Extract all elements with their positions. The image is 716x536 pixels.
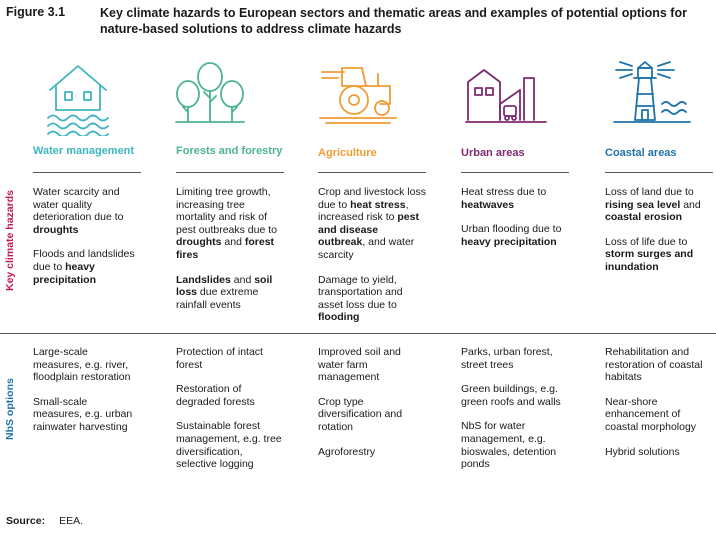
text-run: Water scarcity and water quality deterioration due to (33, 186, 124, 224)
text-run: and (221, 236, 245, 249)
hazards-item (318, 274, 428, 324)
hazards-cell-urban (461, 186, 567, 260)
text-run: and (680, 198, 701, 211)
text-run: Restoration of degraded forests (176, 383, 255, 408)
source-line (6, 515, 83, 527)
hazards-cell-coastal (605, 186, 711, 286)
nbs-cell-forests (176, 346, 282, 483)
column-title-agriculture (318, 147, 438, 160)
text-run: Protection of intact forest (176, 346, 263, 371)
nbs-item (33, 346, 139, 384)
figure-title: Key climate hazards to European sectors and thematic areas and examples of potential options for nature-based solutions to address climate hazards (100, 6, 687, 36)
hazards-item (461, 223, 567, 248)
column-title-agriculture-text: Agriculture (318, 147, 377, 159)
column-title-water (33, 145, 143, 158)
hazards-cell-forests (176, 186, 282, 323)
bold-text: coastal erosion (605, 211, 683, 224)
bold-text: heavy precipitation (33, 260, 97, 286)
hazards-cell-agriculture (318, 186, 428, 336)
column-title-urban (461, 147, 581, 160)
nbs-item (176, 346, 282, 371)
bold-text: Landslides (176, 273, 231, 286)
hazards-item (318, 186, 428, 262)
nbs-item (318, 446, 424, 459)
hazards-item (461, 186, 567, 211)
bold-text: heat stress (350, 198, 406, 211)
text-run: Sustainable forest management, e.g. tree diversification, selective logging (176, 420, 282, 471)
nbs-item (33, 396, 139, 434)
bold-text: forest fires (176, 236, 275, 261)
column-rule-agriculture (318, 172, 426, 173)
text-run: Floods and landslides due to (33, 248, 135, 273)
bold-text: rising sea level (605, 198, 681, 211)
text-run: Heat stress due to (461, 186, 547, 198)
trees-icon (172, 60, 248, 124)
bold-text: droughts (33, 223, 79, 236)
column-rule-water (33, 172, 141, 173)
nbs-item (461, 346, 567, 371)
nbs-item (318, 346, 424, 384)
column-rule-forests (176, 172, 284, 173)
text-run: Parks, urban forest, street trees (461, 346, 553, 371)
text-run: Agroforestry (318, 445, 376, 458)
lighthouse-icon (610, 60, 694, 126)
text-run: Improved soil and water farm management (318, 346, 401, 384)
hazards-item (33, 248, 139, 286)
text-run: , and water scarcity (318, 236, 415, 261)
text-run: Small-scale measures, e.g. urban rainwater harvesting (33, 395, 133, 433)
row-divider (0, 333, 716, 334)
text-run: due extreme rainfall events (176, 286, 259, 311)
column-title-coastal (605, 147, 715, 160)
tractor-icon (318, 60, 398, 124)
row-label-hazards: Key climate hazards (4, 190, 16, 291)
text-run: Loss of land due to (605, 186, 694, 198)
nbs-cell-coastal (605, 346, 711, 470)
nbs-cell-urban (461, 346, 567, 483)
bold-text: droughts (176, 236, 222, 249)
nbs-item (461, 383, 567, 408)
text-run: and (230, 273, 255, 286)
text-run: Damage to yield, transportation and asset loss due to (318, 273, 403, 311)
hazards-item (176, 186, 282, 262)
text-run: Near-shore enhancement of coastal morphology (605, 395, 697, 433)
column-title-forests (176, 145, 286, 158)
hazards-item (605, 236, 711, 274)
text-run: Green buildings, e.g. green roofs and walls (461, 383, 561, 408)
hazards-item (605, 186, 711, 224)
text-run: Loss of life due to (605, 235, 688, 248)
column-title-forests-text: Forests and forestry (176, 145, 283, 157)
text-run: Large-scale measures, e.g. river, floodplain restoration (33, 346, 131, 384)
nbs-item (176, 383, 282, 408)
text-run: Rehabilitation and restoration of coastal habitats (605, 346, 703, 384)
nbs-cell-agriculture (318, 346, 424, 470)
hazards-cell-water (33, 186, 139, 298)
source-label: Source: (6, 515, 46, 527)
nbs-item (318, 396, 424, 434)
column-title-water-text: Water management (33, 145, 135, 157)
hazards-item (33, 186, 139, 236)
column-title-urban-text: Urban areas (461, 147, 525, 159)
nbs-item (461, 420, 567, 470)
bold-text: soil loss (176, 273, 273, 299)
hazards-item (176, 274, 282, 312)
column-rule-coastal (605, 172, 713, 173)
column-title-coastal-text: Coastal areas (605, 147, 677, 159)
bold-text: heavy precipitation (461, 235, 557, 248)
bold-text: flooding (318, 311, 360, 324)
bold-text: storm surges and inundation (605, 248, 694, 273)
nbs-item (605, 446, 711, 459)
text-run: , increased risk to (318, 198, 409, 224)
column-rule-urban (461, 172, 569, 173)
urban-buildings-icon (464, 60, 548, 124)
nbs-item (605, 396, 711, 434)
source-value: EEA. (59, 515, 84, 527)
text-run: Limiting tree growth, increasing tree mortality and risk of pest outbreaks due to (176, 186, 277, 236)
nbs-cell-water (33, 346, 139, 446)
text-run: Hybrid solutions (605, 445, 680, 458)
text-run: NbS for water management, e.g. bioswales, detention ponds (461, 420, 557, 471)
bold-text: heatwaves (461, 198, 515, 211)
text-run: Crop and livestock loss due to (318, 186, 426, 211)
nbs-item (176, 420, 282, 470)
text-run: Crop type diversification and rotation (318, 395, 403, 433)
figure-label: Figure 3.1 (6, 5, 66, 19)
row-label-nbs: NbS options (4, 378, 16, 440)
nbs-item (605, 346, 711, 384)
house-on-water-icon (44, 60, 112, 136)
text-run: Urban flooding due to (461, 223, 562, 236)
bold-text: pest and disease outbreak (318, 211, 419, 249)
